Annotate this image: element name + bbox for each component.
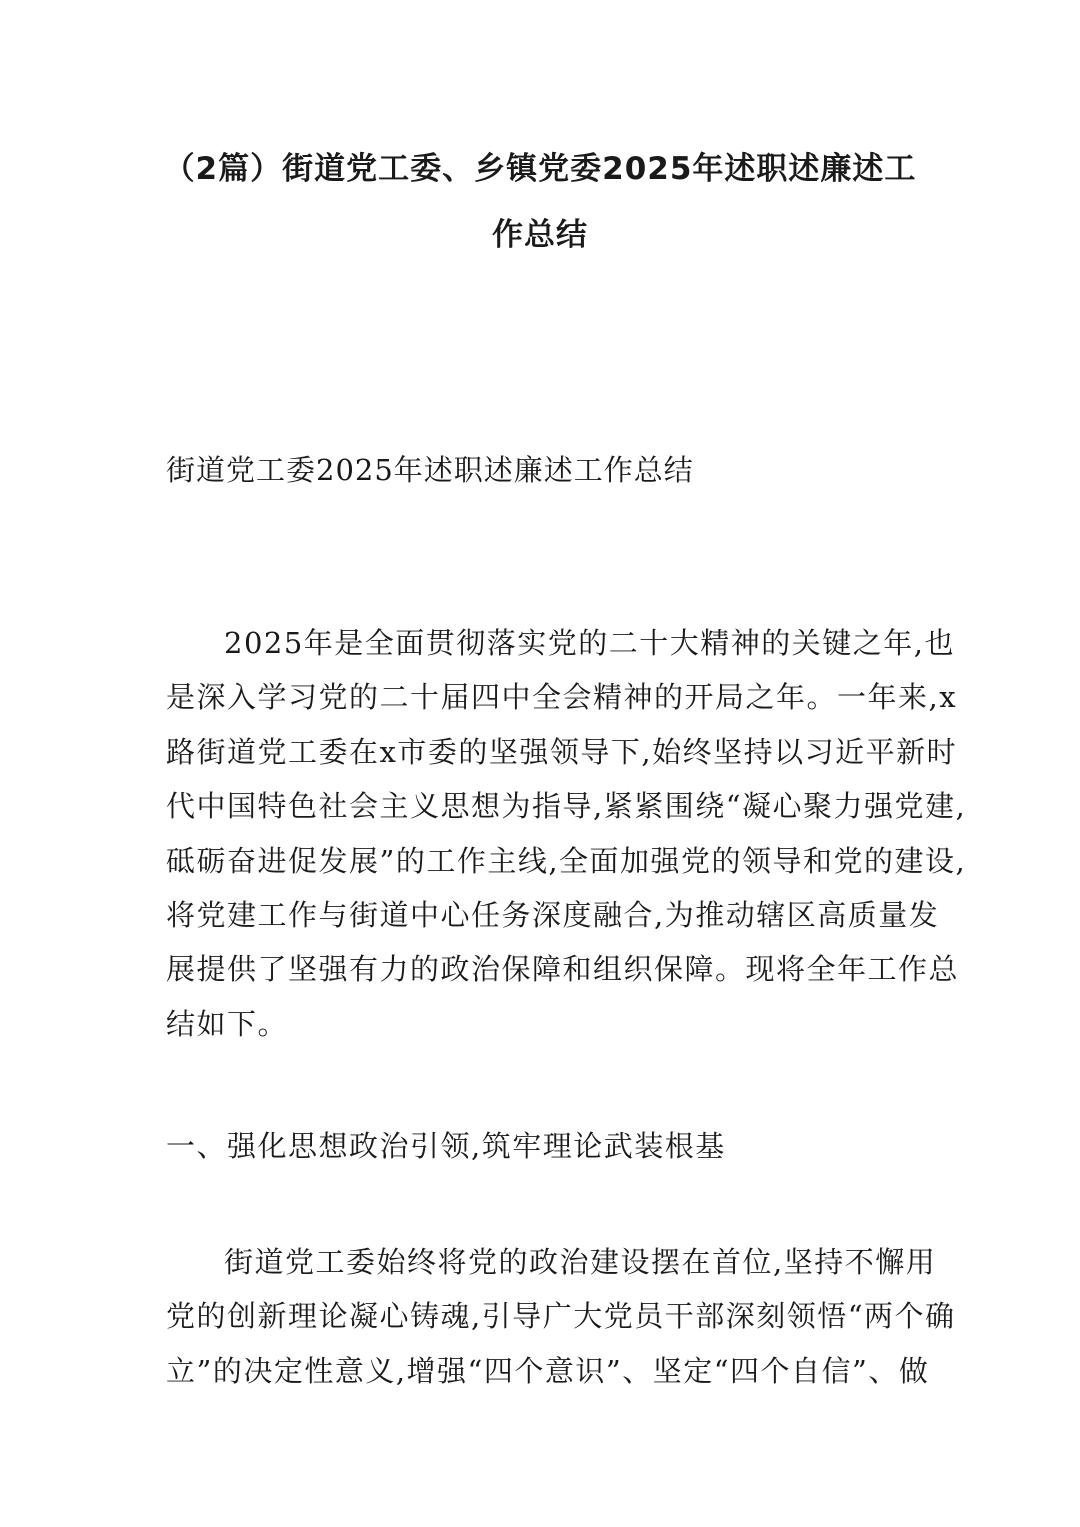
paragraph-line: 将党建工作与街道中心任务深度融合,为推动辖区高质量发: [166, 897, 940, 932]
section-1-paragraph: [166, 1235, 956, 1398]
document-title-line-1: （2篇）街道党工委、乡镇党委2025年述职述廉述工: [163, 151, 917, 187]
paragraph-line: 代中国特色社会主义思想为指导,紧紧围绕“凝心聚力强党建,: [166, 789, 967, 824]
paragraph-line: 党的创新理论凝心铸魂,引导广大党员干部深刻领悟“两个确: [166, 1299, 956, 1334]
section-subtitle: 街道党工委2025年述职述廉述工作总结: [166, 453, 694, 487]
paragraph-line: 路街道党工委在x市委的坚强领导下,始终坚持以习近平新时: [166, 734, 958, 769]
paragraph-line: 立”的决定性意义,增强“四个意识”、坚定“四个自信”、做: [166, 1353, 930, 1388]
paragraph-line: 砥砺奋进促发展”的工作主线,全面加强党的领导和党的建设,: [166, 843, 967, 878]
paragraph-line: 是深入学习党的二十届四中全会精神的开局之年。一年来,x: [166, 680, 958, 715]
section-heading-1: 一、强化思想政治引领,筑牢理论武装根基: [166, 1129, 726, 1163]
paragraph-line: 街道党工委始终将党的政治建设摆在首位,坚持不懈用: [224, 1245, 937, 1279]
intro-paragraph: [166, 616, 967, 1051]
paragraph-line: 展提供了坚强有力的政治保障和组织保障。现将全年工作总: [166, 952, 960, 987]
paragraph-line: 2025年是全面贯彻落实党的二十大精神的关键之年,也: [224, 626, 956, 660]
paragraph-line: 结如下。: [166, 1006, 289, 1041]
document-title-line-2: 作总结: [492, 217, 588, 253]
